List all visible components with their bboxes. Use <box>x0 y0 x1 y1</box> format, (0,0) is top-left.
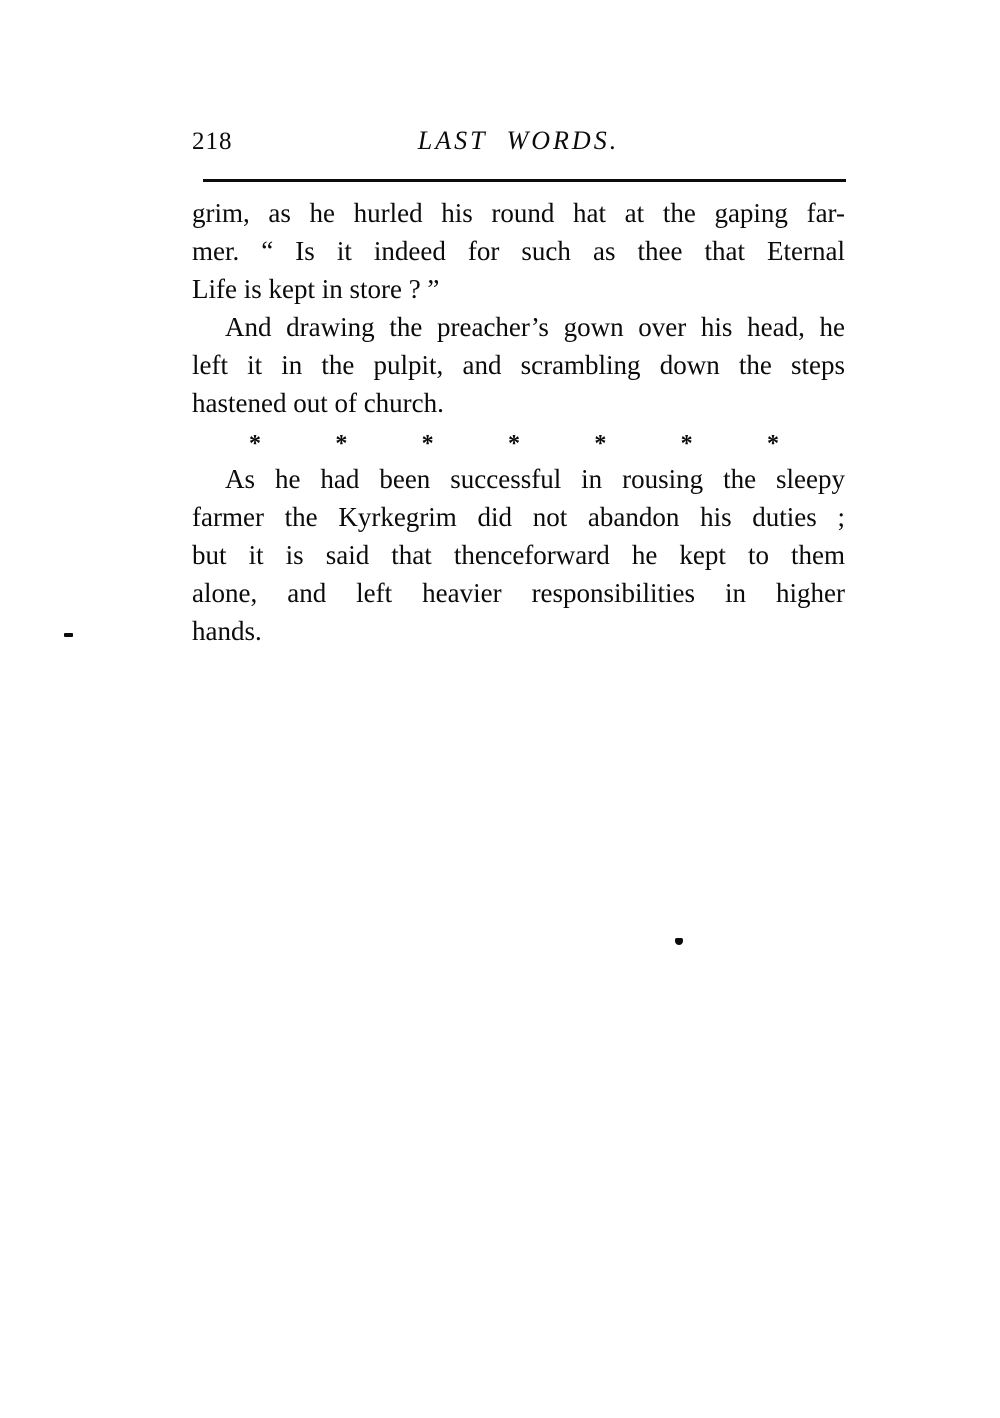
asterisk-glyph: * <box>335 431 348 457</box>
text-line: grim, as he hurled his round hat at the gaping far- <box>192 198 845 228</box>
text-line: Life is kept in store ? ” <box>192 274 440 304</box>
text-line: mer. “ Is it indeed for such as thee that Eternal <box>192 236 845 266</box>
page-body <box>192 194 845 650</box>
text-line: farmer the Kyrkegrim did not abandon his duties ; <box>192 502 845 532</box>
asterisk-glyph: * <box>594 431 607 457</box>
ink-speck <box>675 938 683 945</box>
asterisk-glyph: * <box>766 431 779 457</box>
header-rule <box>203 179 846 182</box>
page-number: 218 <box>192 128 233 155</box>
asterisk-glyph: * <box>249 431 261 457</box>
asterisk-glyph: * <box>507 431 520 457</box>
text-line: hands. <box>192 616 262 646</box>
text-line: but it is said that thenceforward he kept to them <box>192 540 845 570</box>
asterisk-glyph: * <box>421 431 434 457</box>
ink-speck <box>64 633 73 637</box>
asterisk-glyph: * <box>680 431 693 457</box>
text-line: And drawing the preacher’s gown over his head, he <box>225 312 845 342</box>
running-title: LAST WORDS. <box>417 126 620 155</box>
paragraph <box>192 460 845 650</box>
text-line: As he had been successful in rousing the sleepy <box>225 464 845 494</box>
text-line: left it in the pulpit, and scrambling down the steps <box>192 350 845 380</box>
paragraph <box>192 194 845 308</box>
paragraph <box>192 308 845 422</box>
section-separator <box>192 422 845 460</box>
text-line: alone, and left heavier responsibilities in higher <box>192 578 845 608</box>
text-line: hastened out of church. <box>192 388 444 418</box>
page-header <box>192 126 845 158</box>
